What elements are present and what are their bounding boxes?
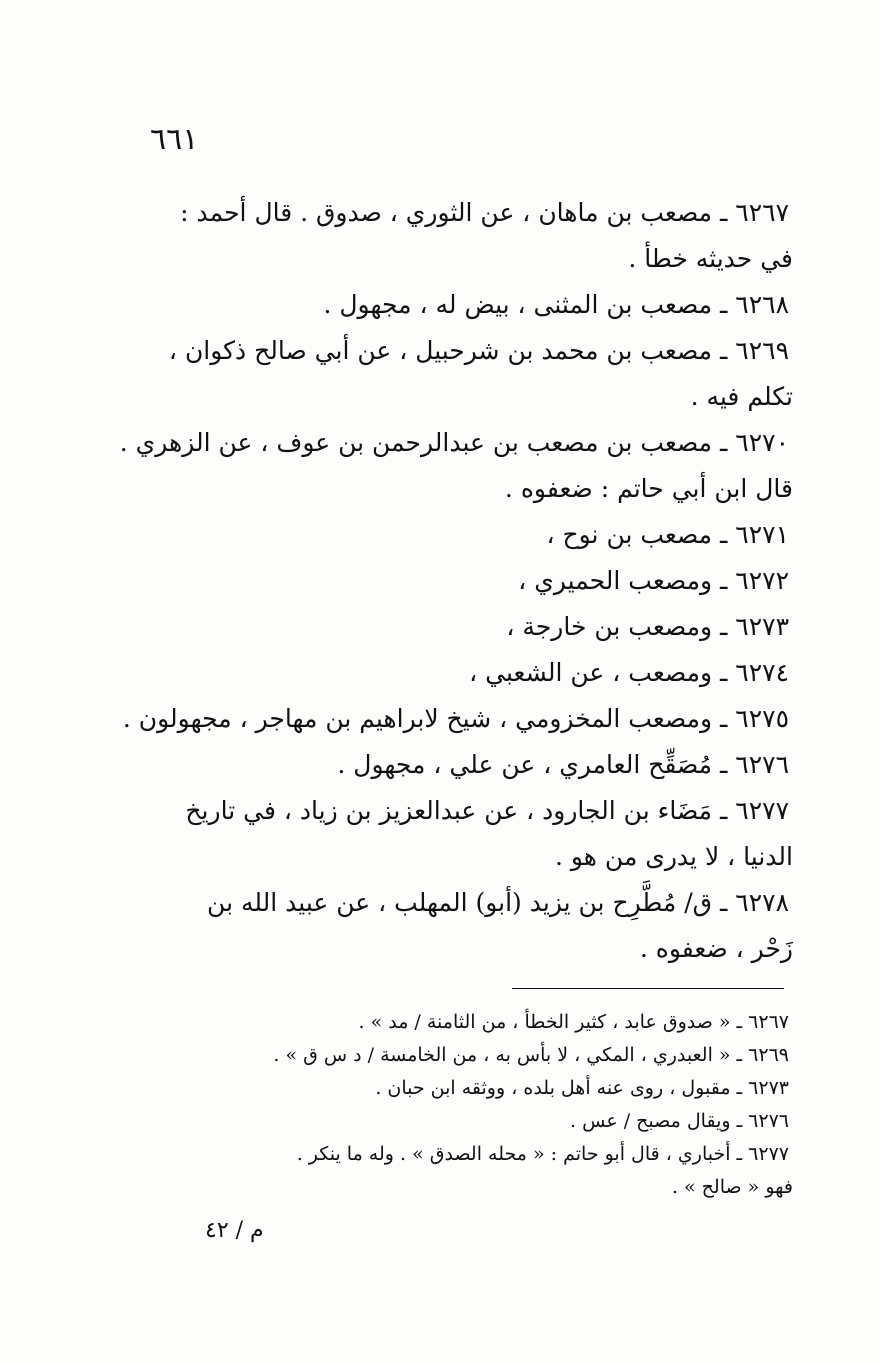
entry-line: ٦٢٧٧ ـ مَضَاء بن الجارود ، عن عبدالعزيز بن زياد ، في تاريخ xyxy=(185,796,789,825)
entry-continuation: تكلم فيه . xyxy=(690,382,793,411)
footnote-6269: ٦٢٦٩ ـ « العبدري ، المكي ، لا بأس به ، من الخامسة / د س ق » . xyxy=(273,1044,789,1066)
entry-line: ٦٢٦٧ ـ مصعب بن ماهان ، عن الثوري ، صدوق . قال أحمد : xyxy=(180,198,789,227)
entry-line: ٦٢٧٠ ـ مصعب بن مصعب بن عبدالرحمن بن عوف ، عن الزهري . xyxy=(119,428,789,457)
entry-6273 xyxy=(139,604,789,650)
entry-line: ٦٢٧٤ ـ ومصعب ، عن الشعبي ، xyxy=(469,658,789,687)
entry-continuation: زَحْر ، ضعفوه . xyxy=(639,934,793,963)
entry-continuation: في حديثه خطأ . xyxy=(628,244,793,273)
entry-line: ٦٢٦٩ ـ مصعب بن محمد بن شرحبيل ، عن أبي صالح ذكوان ، xyxy=(168,336,789,365)
entry-6275 xyxy=(122,696,789,742)
entry-line: ٦٢٦٨ ـ مصعب بن المثنى ، بيض له ، مجهول . xyxy=(323,290,789,319)
entry-6270 xyxy=(119,420,793,512)
entry-6271 xyxy=(139,512,789,558)
entry-line: ٦٢٧١ ـ مصعب بن نوح ، xyxy=(546,520,789,549)
footnote-6276: ٦٢٧٦ ـ ويقال مصبح / عس . xyxy=(570,1110,789,1132)
entry-list xyxy=(119,190,793,972)
entry-continuation: قال ابن أبي حاتم : ضعفوه . xyxy=(504,474,793,503)
entry-line: ٦٢٧٣ ـ ومصعب بن خارجة ، xyxy=(506,612,789,641)
entry-6277 xyxy=(139,788,793,880)
footnote-6267: ٦٢٦٧ ـ « صدوق عابد ، كثير الخطأ ، من الثامنة / مد » . xyxy=(358,1011,789,1033)
page-number: ٦٦١ xyxy=(150,122,199,157)
footnote-continuation: فهو « صالح » . xyxy=(671,1176,793,1198)
entry-6269 xyxy=(139,328,793,420)
footnote-6277: ٦٢٧٧ ـ أخباري ، قال أبو حاتم : « محله الصدق » . وله ما ينكر . xyxy=(296,1143,789,1165)
entry-6272 xyxy=(139,558,789,604)
entry-6276 xyxy=(139,742,789,788)
entry-6268 xyxy=(139,282,789,328)
footnotes xyxy=(139,1006,793,1204)
entry-line: ٦٢٧٢ ـ ومصعب الحميري ، xyxy=(518,566,789,595)
entry-line: ٦٢٧٥ ـ ومصعب المخزومي ، شيخ لابراهيم بن مهاجر ، مجهولون . xyxy=(122,704,789,733)
footnote-divider xyxy=(512,988,784,989)
entry-6267 xyxy=(139,190,793,282)
entry-line: ٦٢٧٦ ـ مُصَقِّح العامري ، عن علي ، مجهول . xyxy=(337,750,789,779)
printer-signature: م / ٤٢ xyxy=(205,1218,264,1243)
entry-6274 xyxy=(139,650,789,696)
entry-continuation: الدنيا ، لا يدرى من هو . xyxy=(554,842,793,871)
footnote-6273: ٦٢٧٣ ـ مقبول ، روى عنه أهل بلده ، ووثقه ابن حبان . xyxy=(375,1077,789,1099)
entry-6278 xyxy=(139,880,793,972)
entry-line: ٦٢٧٨ ـ ق/ مُطَّرِح بن يزيد (أبو) المهلب ، عن عبيد الله بن xyxy=(207,888,789,917)
